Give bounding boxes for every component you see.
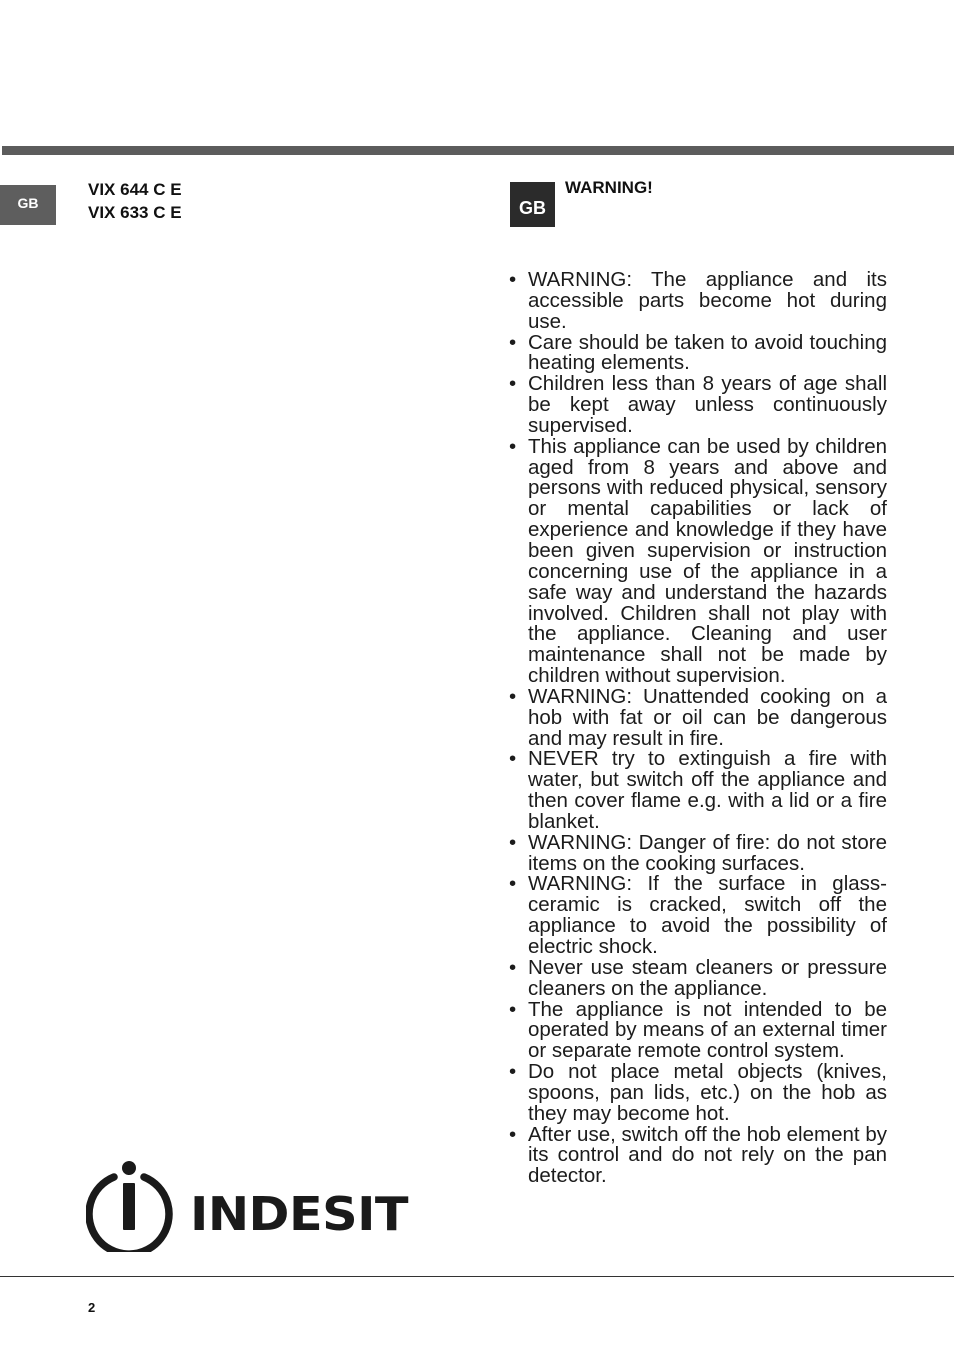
warning-title: WARNING! [565, 178, 653, 197]
indesit-logo-mark [89, 1161, 169, 1252]
brand-wordmark: INDESIT [190, 1187, 410, 1241]
warning-item: • WARNING: The appliance and its accessible parts become hot during use. [509, 270, 887, 333]
model-number: VIX 633 C E [88, 203, 182, 222]
warning-item: • Never use steam cleaners or pressure cleaners on the appliance. [509, 958, 887, 1000]
warning-item: • Care should be taken to avoid touching heating elements. [509, 333, 887, 375]
warning-item: • WARNING: If the surface in glass-ceramic is cracked, switch off the appliance to avoid the possibility of electric shock. [509, 874, 887, 957]
warning-item: • The appliance is not intended to be operated by means of an external timer or separate remote control system. [509, 1000, 887, 1063]
warning-item: • This appliance can be used by children aged from 8 years and above and persons with reduced physical, sensory or mental capabilities or lack of experience and knowledge if they have been given supervision or instruction concerning use of the appliance in a safe way and understand the hazards involved. Children shall not play with the appliance. Cleaning and user maintenance shall not be made by children without supervision. [509, 437, 887, 687]
warning-item: • NEVER try to extinguish a fire with water, but switch off the appliance and then cover flame e.g. with a lid or a fire blanket. [509, 749, 887, 832]
warning-item: • Children less than 8 years of age shall be kept away unless continuously supervised. [509, 374, 887, 437]
model-numbers [88, 178, 182, 224]
footer-rule [0, 1276, 954, 1277]
model-number: VIX 644 C E [88, 180, 182, 199]
warning-list [509, 270, 887, 1187]
indesit-logo [86, 1160, 412, 1252]
warning-item: • Do not place metal objects (knives, spoons, pan lids, etc.) on the hob as they may become hot. [509, 1062, 887, 1125]
page-number: 2 [88, 1300, 96, 1315]
top-divider-bar [2, 146, 954, 155]
warning-item: • WARNING: Danger of fire: do not store items on the cooking surfaces. [509, 833, 887, 875]
warning-item: • WARNING: Unattended cooking on a hob with fat or oil can be dangerous and may result in fire. [509, 687, 887, 750]
warning-item: • After use, switch off the hob element by its control and do not rely on the pan detector. [509, 1125, 887, 1188]
language-tab: GB [0, 185, 56, 225]
language-badge: GB [510, 182, 555, 227]
